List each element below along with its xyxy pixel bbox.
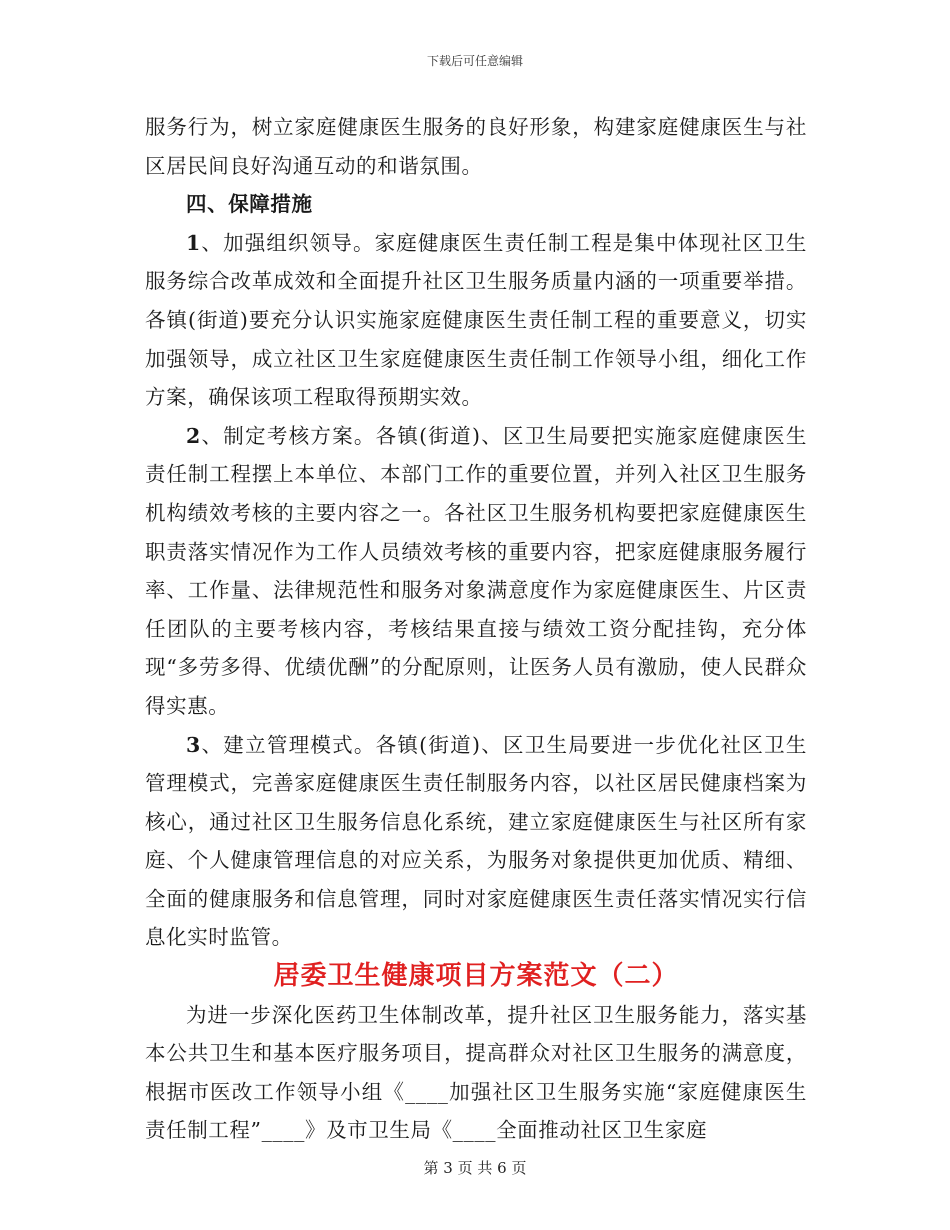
- page-header: 下载后可任意编辑: [426, 54, 523, 68]
- item-number: 1: [186, 230, 201, 255]
- document-body: [145, 108, 807, 1150]
- paragraph-item-2: [145, 417, 807, 726]
- item-number: 3: [186, 732, 201, 757]
- paragraph-continuation: 服务行为，树立家庭健康医生服务的良好形象，构建家庭健康医生与社区居民间良好沟通互动的和谐氛围。: [145, 115, 807, 178]
- item-number: 2: [186, 423, 201, 448]
- item-text: 、加强组织领导。家庭健康医生责任制工程是集中体现社区卫生服务综合改革成效和全面提升社区卫生服务质量内涵的一项重要举措。各镇(街道)要充分认识实施家庭健康医生责任制工程的重要意义，切实加强领导，成立社区卫生家庭健康医生责任制工作领导小组，细化工作方案，确保该项工程取得预期实效。: [145, 230, 807, 410]
- section-heading-guarantee: 四、保障措施: [186, 192, 313, 217]
- item-text: 、制定考核方案。各镇(街道)、区卫生局要把实施家庭健康医生责任制工程摆上本单位、本部门工作的重要位置，并列入社区卫生服务机构绩效考核的主要内容之一。各社区卫生服务机构要把家庭健康医生职责落实情况作为工作人员绩效考核的重要内容，把家庭健康服务履行率、工作量、法律规范性和服务对象满意度作为家庭健康医生、片区责任团队的主要考核内容，考核结果直接与绩效工资分配挂钩，充分体现“多劳多得、优绩优酬”的分配原则，让医务人员有激励，使人民群众得实惠。: [145, 423, 807, 718]
- paragraph-intro: 为进一步深化医药卫生体制改革，提升社区卫生服务能力，落实基本公共卫生和基本医疗服务项目，提高群众对社区卫生服务的满意度，根据市医改工作领导小组《____加强社区卫生服务实施“家庭健康医生责任制工程”____》及市卫生局《____全面推动社区卫生家庭: [145, 1002, 807, 1143]
- document-title: 居委卫生健康项目方案范文（二）: [273, 961, 679, 992]
- item-text: 、建立管理模式。各镇(街道)、区卫生局要进一步优化社区卫生管理模式，完善家庭健康医生责任制服务内容，以社区居民健康档案为核心，通过社区卫生服务信息化系统，建立家庭健康医生与社区所有家庭、个人健康管理信息的对应关系，为服务对象提供更加优质、精细、全面的健康服务和信息管理，同时对家庭健康医生责任落实情况实行信息化实时监管。: [145, 732, 807, 950]
- paragraph-item-3: [145, 726, 807, 958]
- paragraph-item-1: [145, 224, 807, 417]
- page-number: 第 3 页 共 6 页: [423, 1159, 527, 1177]
